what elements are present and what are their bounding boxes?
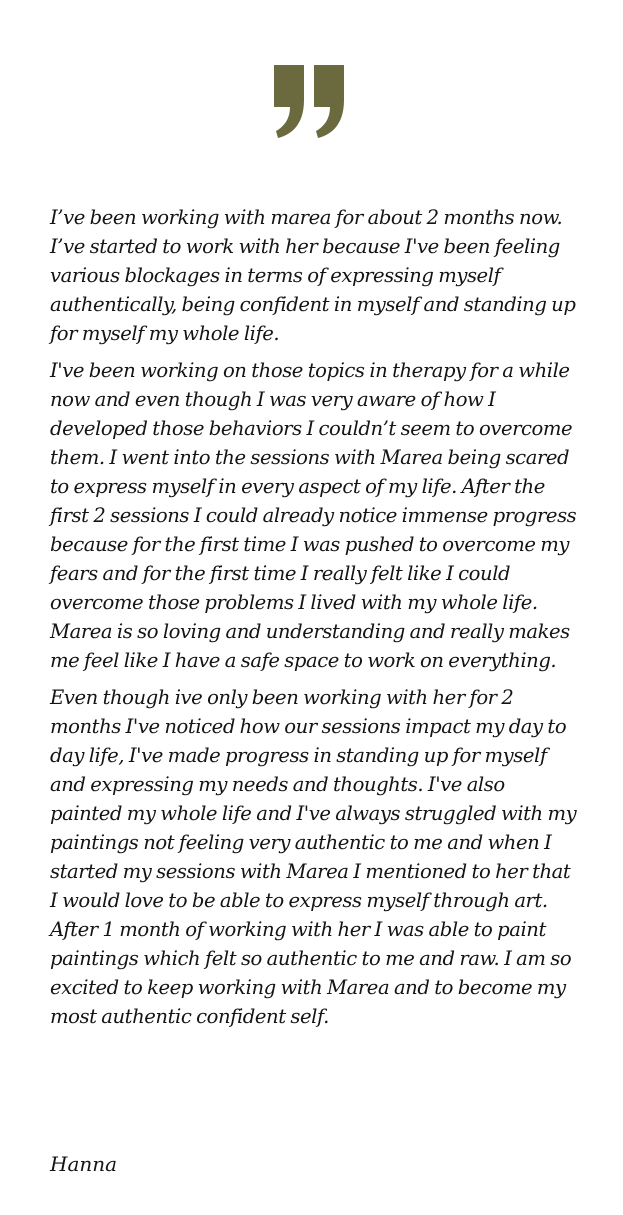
testimonial-quote: [50, 203, 578, 1039]
closing-quote-icon-svg: [272, 60, 352, 142]
quote-paragraph-2: I've been working on those topics in therapy for a while now and even though I was very aware of how I developed those behaviors I couldn’t seem to overcome them. I went into the sessions with Marea being scared to express myself in every aspect of my life. After the first 2 sessions I could already notice immense progress because for the first time I was pushed to overcome my fears and for the first time I really felt like I could overcome those problems I lived with my whole life. Marea is so loving and understanding and really makes me feel like I have a safe space to work on everything.: [50, 359, 577, 672]
quote-paragraph-3: Even though ive only been working with her for 2 months I've noticed how our sessions impact my day to day life, I've made progress in standing up for myself and expressing my needs and thoughts. I've also painted my whole life and I've always struggled with my paintings not feeling very authentic to me and when I started my sessions with Marea I mentioned to her that I would love to be able to express myself through art. After 1 month of working with her I was able to paint paintings which felt so authentic to me and raw. I am so excited to keep working with Marea and to become my most authentic confident self.: [50, 686, 577, 1028]
testimonial-author: Hanna: [50, 1152, 118, 1176]
closing-quote-icon: [0, 60, 623, 142]
quote-paragraph-1: I’ve been working with marea for about 2 months now. I’ve started to work with her because I've been feeling various blockages in terms of expressing myself authentically, being confident in myself and standing up for myself my whole life.: [50, 206, 576, 345]
